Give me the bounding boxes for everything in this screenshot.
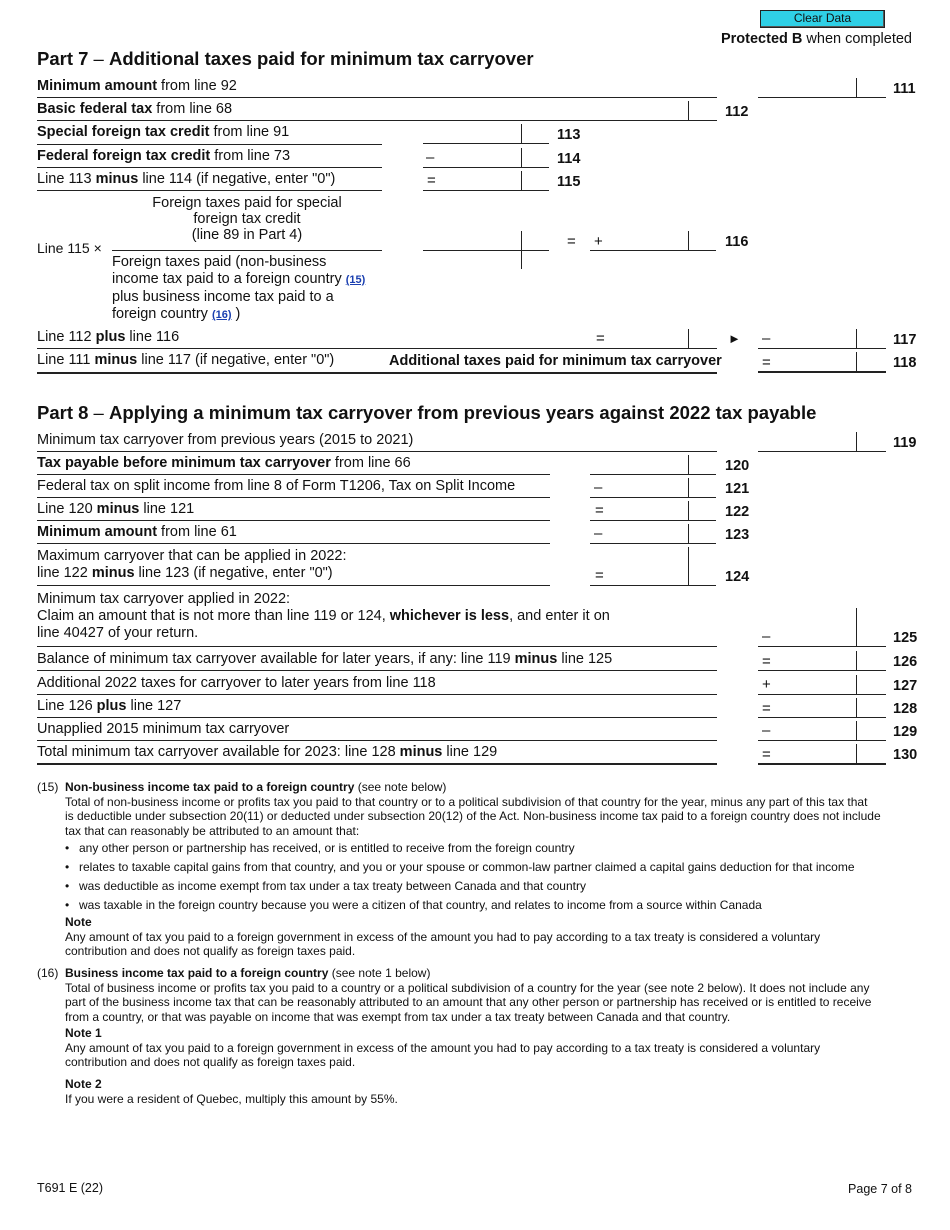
equals-operator: =	[762, 653, 771, 670]
line-125-input[interactable]	[758, 608, 857, 647]
note-16-text: Business income tax paid to a foreign country (see note 1 below) Total of business income or profits tax you paid to a country or a political subdivision of a country for the year (see note 2 below). It does not include any part of the business income tax that can be reasonably attributed to an amount that any other person or partnership has received or is entitled to receive from a country, or that was payable on income that was exempt from tax under a tax treaty between Canada and that country.	[65, 966, 872, 1024]
divider	[37, 474, 550, 475]
equals-operator: =	[427, 172, 436, 189]
minus-operator: –	[762, 330, 771, 347]
line-120-label: Tax payable before minimum tax carryover from line 66	[37, 455, 411, 471]
note-15-bullet-4: was taxable in the foreign country because you were a citizen of that country, and relates to income from a source within Canada	[79, 898, 762, 912]
divider	[37, 167, 382, 168]
line-113-input[interactable]	[423, 124, 522, 144]
divider	[37, 190, 382, 191]
equals-operator: =	[762, 700, 771, 717]
note-15-bullet-3: was deductible as income exempt from tax under a tax treaty between Canada and that country	[79, 879, 586, 893]
protected-b-label	[721, 31, 912, 48]
line-117-label: Line 112 plus line 116	[37, 329, 180, 345]
note-15-text: Non-business income tax paid to a foreign country (see note below) Total of non-business income or profits tax you paid to that country or to a political subdivision of that country for the year, minus any part of this tax that is deductible under subsection 20(11) or deducted under subsection 20(12) of the Act. Non-business income tax paid to a foreign country does not include tax that can reasonably be attributed to an amount that:	[65, 780, 881, 838]
line-119-number: 119	[893, 435, 917, 451]
note-15-number: (15)	[37, 780, 59, 794]
line-116-cents[interactable]	[688, 231, 716, 251]
divider	[37, 144, 382, 145]
bullet-icon: •	[65, 860, 70, 874]
line-118-cents[interactable]	[856, 352, 886, 373]
part7-title: Part 7 – Additional taxes paid for minimum tax carryover	[37, 48, 534, 69]
line-112-number: 112	[725, 104, 749, 120]
line-119-label: Minimum tax carryover from previous years (2015 to 2021)	[37, 432, 414, 448]
line-122-input[interactable]	[590, 501, 689, 521]
line-117-cents[interactable]	[856, 329, 886, 349]
bullet-icon: •	[65, 841, 70, 855]
line-129-input[interactable]	[758, 721, 857, 741]
line-126-label: Balance of minimum tax carryover available for later years, if any: line 119 minus line 125	[37, 651, 613, 667]
line-123-input[interactable]	[590, 524, 689, 544]
line-118-result-label: Additional taxes paid for minimum tax carryover	[389, 353, 722, 369]
line-123-label: Minimum amount from line 61	[37, 524, 237, 540]
fraction-bar	[112, 250, 382, 251]
minus-operator: –	[594, 479, 603, 496]
line-117-number: 117	[893, 332, 917, 348]
line-118-number: 118	[893, 355, 917, 371]
page-number: Page 7 of 8	[848, 1182, 912, 1196]
line-111-input[interactable]	[758, 78, 857, 98]
line-121-label: Federal tax on split income from line 8 of Form T1206, Tax on Split Income	[37, 478, 516, 494]
line-122-label: Line 120 minus line 121	[37, 501, 195, 517]
line-114-input[interactable]	[423, 148, 522, 168]
line-130-label: Total minimum tax carryover available for 2023: line 128 minus line 129	[37, 744, 498, 760]
line-113-number: 113	[557, 127, 581, 143]
note-16-note-1: Note 1 Any amount of tax you paid to a foreign government in excess of the amount you had to pay according to a tax treaty is considered a voluntary contribution and does not qualify as foreign taxes paid.	[65, 1026, 821, 1069]
line-117-subtotal-input[interactable]	[590, 329, 689, 349]
line-112-input[interactable]	[590, 101, 689, 121]
line-128-number: 128	[893, 701, 918, 717]
divider	[37, 717, 717, 718]
line-123-number: 123	[725, 527, 750, 543]
note-16-link[interactable]: (16)	[211, 309, 232, 321]
line-117-subtotal-cents[interactable]	[688, 329, 716, 349]
line-118-input[interactable]	[758, 352, 857, 373]
divider	[37, 646, 717, 647]
divider	[37, 585, 550, 586]
line-124-cents[interactable]	[688, 547, 716, 586]
line-114-label: Federal foreign tax credit from line 73	[37, 148, 291, 164]
equals-operator: =	[762, 746, 771, 763]
line-119-input[interactable]	[758, 432, 857, 452]
line-122-number: 122	[725, 504, 750, 520]
line-120-input[interactable]	[590, 455, 689, 475]
line-127-input[interactable]	[758, 675, 857, 695]
line-130-cents[interactable]	[856, 744, 886, 765]
line-115-cents[interactable]	[521, 171, 549, 191]
part8-title: Part 8 – Applying a minimum tax carryover from previous years against 2022 tax payable	[37, 402, 817, 423]
line-117-input[interactable]	[758, 329, 857, 349]
note-15-note: Note Any amount of tax you paid to a foreign government in excess of the amount you had to pay according to a tax treaty is considered a voluntary contribution and does not qualify as foreign taxes paid.	[65, 915, 821, 958]
equals-operator: =	[596, 330, 605, 347]
line-120-number: 120	[725, 458, 750, 474]
line-121-number: 121	[725, 481, 750, 497]
line-115-number: 115	[557, 174, 581, 190]
divider	[37, 97, 717, 98]
fraction-denominator: Foreign taxes paid (non-business income tax paid to a foreign country (15) plus business income tax paid to a foreign country (16) )	[112, 254, 366, 322]
line-128-label: Line 126 plus line 127	[37, 698, 182, 714]
minus-operator: –	[762, 628, 771, 645]
line-112-label: Basic federal tax from line 68	[37, 101, 233, 117]
fraction-numerator-cents[interactable]	[521, 231, 549, 251]
line-130-number: 130	[893, 747, 918, 763]
line-126-number: 126	[893, 654, 918, 670]
note-16-note-2: Note 2 If you were a resident of Quebec, multiply this amount by 55%.	[65, 1077, 398, 1106]
line-121-cents[interactable]	[688, 478, 716, 498]
divider	[37, 520, 550, 521]
equals-operator: =	[762, 354, 771, 371]
minus-operator: –	[762, 722, 771, 739]
plus-operator: +	[762, 676, 771, 693]
minus-operator: –	[426, 149, 435, 166]
protected-b-bold: Protected B	[720, 31, 803, 47]
note-15-link[interactable]: (15)	[345, 274, 366, 286]
line-125-number: 125	[893, 630, 918, 646]
arrow-right-icon: ►	[728, 331, 741, 346]
line-111-number: 111	[893, 81, 916, 97]
divider	[37, 372, 717, 374]
divider	[37, 497, 550, 498]
fraction-numerator-input[interactable]	[423, 231, 522, 251]
line-113-cents[interactable]	[521, 124, 549, 144]
line-127-cents[interactable]	[856, 675, 886, 695]
line-124-label: Maximum carryover that can be applied in 2022: line 122 minus line 123 (if negative, enter "0")	[37, 548, 347, 581]
divider	[37, 670, 717, 671]
note-16-number: (16)	[37, 966, 59, 980]
line-116-number: 116	[725, 234, 749, 250]
equals-operator: =	[595, 567, 604, 584]
line-126-cents[interactable]	[856, 651, 886, 671]
divider	[37, 543, 550, 544]
line-129-number: 129	[893, 724, 918, 740]
line-111-label: Minimum amount from line 92	[37, 78, 237, 94]
line-125-cents[interactable]	[856, 608, 886, 647]
line-124-number: 124	[725, 569, 750, 585]
line-121-input[interactable]	[590, 478, 689, 498]
divider	[37, 694, 717, 695]
line-123-cents[interactable]	[688, 524, 716, 544]
line-125-label: Minimum tax carryover applied in 2022: Claim an amount that is not more than line 119 or 124, whichever is less, and enter it on line 40427 of your return.	[37, 591, 610, 641]
clear-data-button[interactable]: Clear Data	[760, 10, 885, 28]
plus-operator: +	[594, 233, 603, 250]
line-116-input[interactable]	[590, 231, 689, 251]
divider	[37, 451, 717, 452]
line-127-label: Additional 2022 taxes for carryover to later years from line 118	[37, 675, 436, 691]
line-127-number: 127	[893, 678, 918, 694]
line-129-cents[interactable]	[856, 721, 886, 741]
bullet-icon: •	[65, 898, 70, 912]
line-115-input[interactable]	[423, 171, 522, 191]
fraction-denominator-divider	[521, 250, 522, 269]
divider	[37, 740, 717, 741]
line-119-cents[interactable]	[856, 432, 886, 452]
line-126-input[interactable]	[758, 651, 857, 671]
line-113-label: Special foreign tax credit from line 91	[37, 124, 290, 140]
line-118-label: Line 111 minus line 117 (if negative, enter "0")	[37, 352, 335, 368]
equals-operator: =	[567, 233, 576, 250]
line-128-input[interactable]	[758, 698, 857, 718]
minus-operator: –	[594, 525, 603, 542]
bullet-icon: •	[65, 879, 70, 893]
line-111-cents[interactable]	[856, 78, 886, 98]
line-115-label: Line 113 minus line 114 (if negative, enter "0")	[37, 171, 336, 187]
protected-b-rest: when completed	[802, 31, 912, 47]
line-130-input[interactable]	[758, 744, 857, 765]
line-114-cents[interactable]	[521, 148, 549, 168]
line-122-cents[interactable]	[688, 501, 716, 521]
line-124-input[interactable]	[590, 547, 689, 586]
line-120-cents[interactable]	[688, 455, 716, 475]
line-128-cents[interactable]	[856, 698, 886, 718]
note-15-bullet-1: any other person or partnership has received, or is entitled to receive from the foreign country	[79, 841, 575, 855]
line-112-cents[interactable]	[688, 101, 716, 121]
line-129-label: Unapplied 2015 minimum tax carryover	[37, 721, 290, 737]
fraction-numerator: Foreign taxes paid for special foreign tax credit (line 89 in Part 4)	[152, 195, 342, 243]
line-114-number: 114	[557, 151, 581, 167]
fraction-line-115-label: Line 115 ×	[37, 240, 102, 256]
equals-operator: =	[595, 502, 604, 519]
divider	[37, 763, 717, 765]
note-15-bullet-2: relates to taxable capital gains from that country, and you or your spouse or common-law partner claimed a capital gains deduction for that income	[79, 860, 855, 874]
form-id: T691 E (22)	[37, 1181, 104, 1195]
